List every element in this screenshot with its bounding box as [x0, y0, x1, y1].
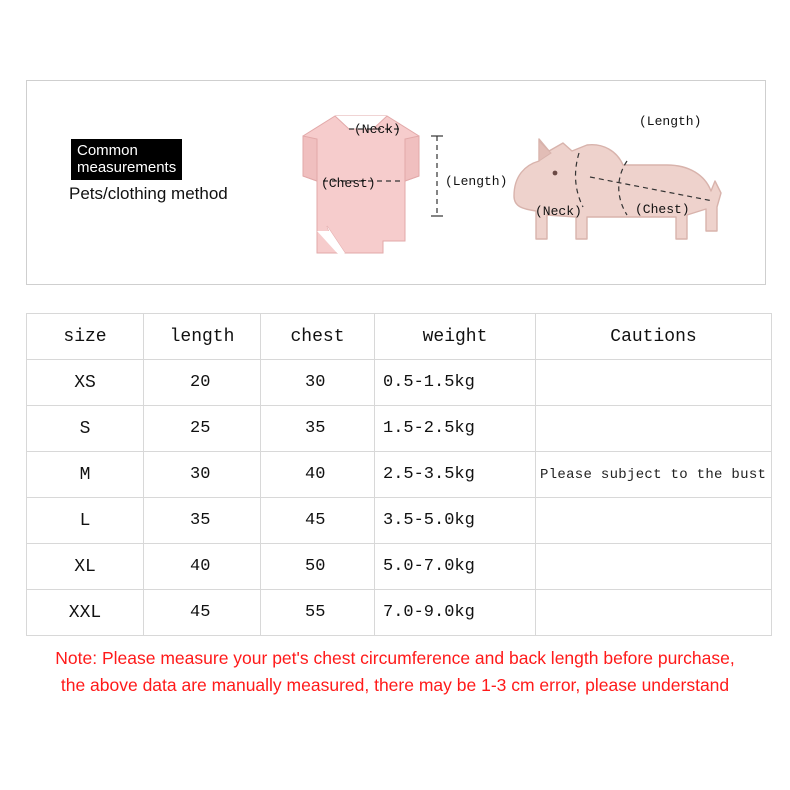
cell-caution	[536, 544, 772, 590]
table-header-row	[27, 314, 772, 360]
garment-illustration	[303, 116, 507, 253]
cell-size: L	[27, 498, 144, 544]
common-measurements-badge	[71, 139, 182, 180]
measurement-note	[0, 645, 790, 699]
badge-line-1: Common	[77, 142, 138, 159]
cell-weight: 1.5-2.5kg	[375, 406, 536, 452]
cell-chest: 55	[261, 590, 375, 636]
cell-weight: 2.5-3.5kg	[375, 452, 536, 498]
cell-caution	[536, 406, 772, 452]
garment-length-label: (Length)	[445, 174, 508, 189]
cell-chest: 35	[261, 406, 375, 452]
header-length: length	[144, 314, 261, 360]
cell-chest: 45	[261, 498, 375, 544]
measurement-diagram-panel	[26, 80, 766, 285]
cell-caution	[536, 498, 772, 544]
cell-chest: 50	[261, 544, 375, 590]
cell-weight: 3.5-5.0kg	[375, 498, 536, 544]
header-weight: weight	[375, 314, 536, 360]
dog-length-label: (Length)	[639, 114, 702, 129]
size-table-head	[27, 314, 772, 360]
cell-weight: 0.5-1.5kg	[375, 360, 536, 406]
dog-neck-label: (Neck)	[535, 204, 582, 219]
cell-size: M	[27, 452, 144, 498]
header-size: size	[27, 314, 144, 360]
cell-chest: 40	[261, 452, 375, 498]
badge-line-2: measurements	[77, 159, 177, 176]
cell-caution	[536, 590, 772, 636]
header-cautions: Cautions	[536, 314, 772, 360]
size-table	[26, 313, 772, 636]
note-line-1: Note: Please measure your pet's chest circumference and back length before purchase,	[55, 648, 735, 668]
table-row	[27, 590, 772, 636]
garment-neck-label: (Neck)	[354, 122, 401, 137]
cell-size: S	[27, 406, 144, 452]
table-row	[27, 498, 772, 544]
cell-length: 35	[144, 498, 261, 544]
cell-length: 20	[144, 360, 261, 406]
dog-chest-label: (Chest)	[635, 202, 690, 217]
cell-length: 45	[144, 590, 261, 636]
cell-length: 30	[144, 452, 261, 498]
clothing-method-text: Pets/clothing method	[69, 184, 228, 203]
cell-chest: 30	[261, 360, 375, 406]
cell-size: XXL	[27, 590, 144, 636]
table-row	[27, 452, 772, 498]
table-row	[27, 360, 772, 406]
cell-size: XS	[27, 360, 144, 406]
cell-size: XL	[27, 544, 144, 590]
dog-illustration	[514, 114, 721, 239]
cell-weight: 5.0-7.0kg	[375, 544, 536, 590]
cell-caution: Please subject to the bust	[536, 452, 772, 498]
cell-length: 40	[144, 544, 261, 590]
header-chest: chest	[261, 314, 375, 360]
garment-chest-label: (Chest)	[321, 176, 376, 191]
note-line-2: the above data are manually measured, there may be 1-3 cm error, please understand	[60, 675, 730, 695]
cell-length: 25	[144, 406, 261, 452]
cell-caution	[536, 360, 772, 406]
cell-weight: 7.0-9.0kg	[375, 590, 536, 636]
table-row	[27, 406, 772, 452]
table-row	[27, 544, 772, 590]
size-table-body	[27, 360, 772, 636]
